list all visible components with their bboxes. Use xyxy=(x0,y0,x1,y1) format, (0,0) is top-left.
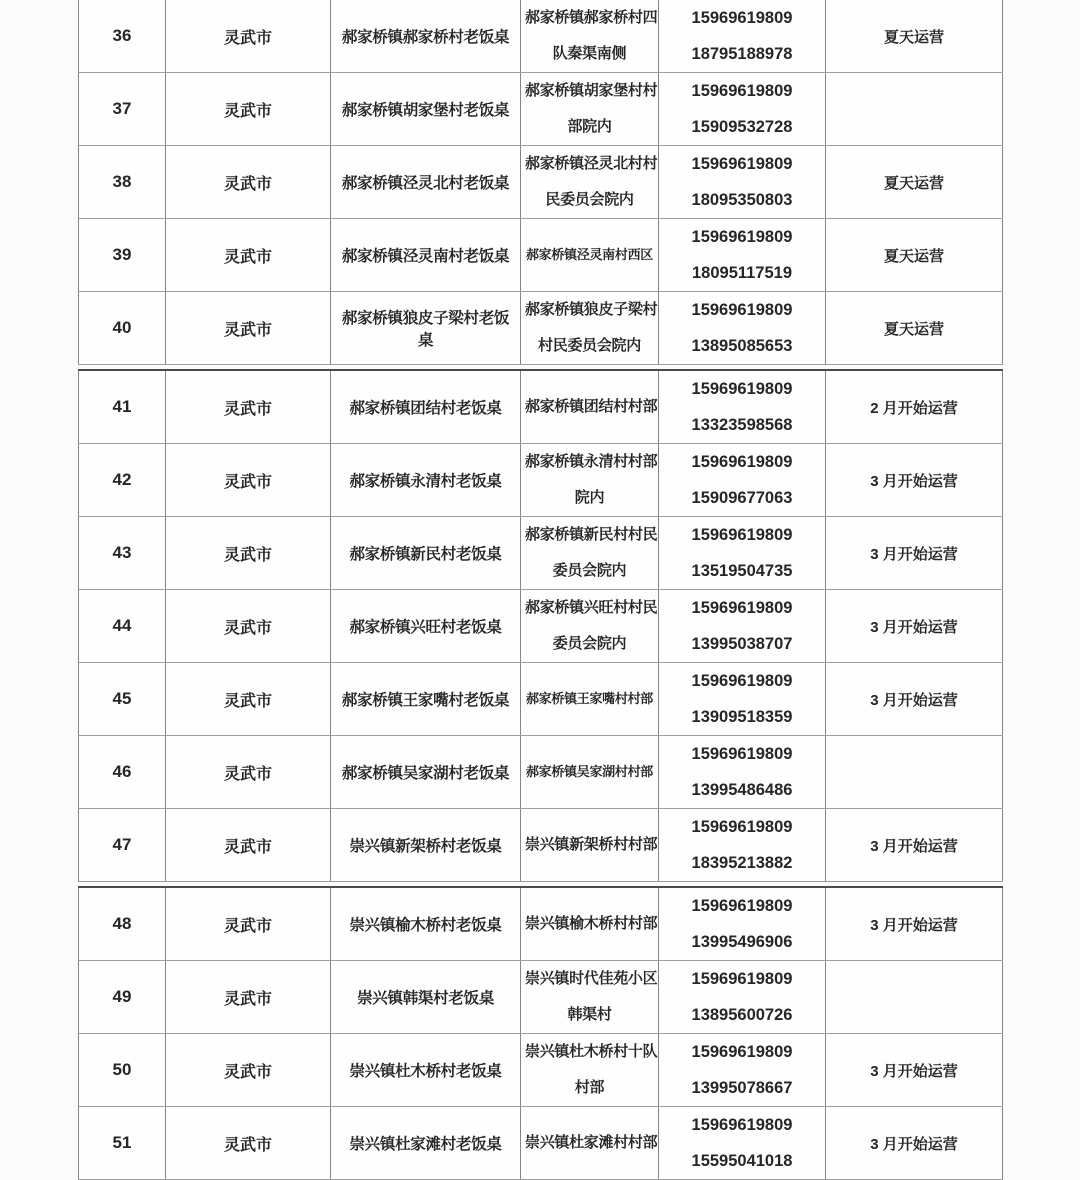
cell-note: 3 月开始运营 xyxy=(826,444,1003,517)
address-line: 村部 xyxy=(574,1079,605,1096)
phone-line: 13995078667 xyxy=(691,1079,793,1097)
table-row xyxy=(79,887,1003,961)
cell-city: 灵武市 xyxy=(166,736,331,809)
address-line: 崇兴镇时代佳苑小区 xyxy=(525,970,658,987)
cell-phone xyxy=(659,219,826,292)
phone-line: 13995486486 xyxy=(691,781,793,799)
phone-line: 15969619809 xyxy=(691,745,793,763)
phone-line: 15969619809 xyxy=(691,1116,793,1134)
table-section-2 xyxy=(78,369,1003,882)
cell-name: 郝家桥镇永清村老饭桌 xyxy=(331,444,521,517)
cell-city: 灵武市 xyxy=(166,961,331,1034)
cell-note: 夏天运营 xyxy=(826,292,1003,365)
cell-address xyxy=(521,517,659,590)
cell-name: 郝家桥镇泾灵南村老饭桌 xyxy=(331,219,521,292)
table-row xyxy=(79,0,1003,73)
cell-note: 3 月开始运营 xyxy=(826,517,1003,590)
cell-no: 42 xyxy=(79,444,166,517)
cell-name: 郝家桥镇泾灵北村老饭桌 xyxy=(331,146,521,219)
cell-phone xyxy=(659,370,826,444)
address-line: 崇兴镇榆木桥村村部 xyxy=(525,915,658,932)
cell-name: 郝家桥镇胡家堡村老饭桌 xyxy=(331,73,521,146)
cell-name: 郝家桥镇团结村老饭桌 xyxy=(331,370,521,444)
phone-line: 15969619809 xyxy=(691,453,793,471)
cell-note: 3 月开始运营 xyxy=(826,590,1003,663)
cell-no: 47 xyxy=(79,809,166,882)
phone-line: 15969619809 xyxy=(691,599,793,617)
cell-address xyxy=(521,736,659,809)
cell-note xyxy=(826,73,1003,146)
cell-city: 灵武市 xyxy=(166,590,331,663)
cell-no: 39 xyxy=(79,219,166,292)
cell-name: 郝家桥镇新民村老饭桌 xyxy=(331,517,521,590)
cell-no: 43 xyxy=(79,517,166,590)
phone-line: 15969619809 xyxy=(691,526,793,544)
cell-phone xyxy=(659,444,826,517)
phone-line: 15969619809 xyxy=(691,970,793,988)
table-row xyxy=(79,517,1003,590)
cell-no: 41 xyxy=(79,370,166,444)
phone-line: 15969619809 xyxy=(691,380,793,398)
cell-address xyxy=(521,887,659,961)
phone-line: 15969619809 xyxy=(691,82,793,100)
cell-address xyxy=(521,961,659,1034)
address-line: 郝家桥镇胡家堡村村 xyxy=(525,82,658,99)
phone-line: 18095350803 xyxy=(691,191,793,209)
table-row xyxy=(79,736,1003,809)
cell-phone xyxy=(659,0,826,73)
phone-line: 13895085653 xyxy=(691,337,793,355)
phone-line: 18795188978 xyxy=(691,45,793,63)
phone-line: 15969619809 xyxy=(691,155,793,173)
cell-name: 郝家桥镇狼皮子梁村老饭桌 xyxy=(331,292,521,365)
cell-no: 51 xyxy=(79,1107,166,1180)
phone-line: 13995496906 xyxy=(691,933,793,951)
address-line: 郝家桥镇泾灵北村村 xyxy=(525,155,658,172)
cell-address xyxy=(521,219,659,292)
cell-address xyxy=(521,663,659,736)
cell-name: 郝家桥镇兴旺村老饭桌 xyxy=(331,590,521,663)
cell-address xyxy=(521,370,659,444)
cell-no: 45 xyxy=(79,663,166,736)
cell-address xyxy=(521,73,659,146)
phone-line: 15969619809 xyxy=(691,301,793,319)
cell-note: 3 月开始运营 xyxy=(826,663,1003,736)
cell-note: 夏天运营 xyxy=(826,146,1003,219)
cell-phone xyxy=(659,1107,826,1180)
table-row xyxy=(79,590,1003,663)
address-line: 郝家桥镇吴家湖村村部 xyxy=(525,764,653,779)
cell-phone xyxy=(659,663,826,736)
cell-note: 夏天运营 xyxy=(826,219,1003,292)
cell-address xyxy=(521,444,659,517)
table-row xyxy=(79,292,1003,365)
cell-note: 3 月开始运营 xyxy=(826,887,1003,961)
phone-line: 15969619809 xyxy=(691,1043,793,1061)
table-row xyxy=(79,370,1003,444)
cell-address xyxy=(521,809,659,882)
address-line: 郝家桥镇团结村村部 xyxy=(525,398,658,415)
cell-phone xyxy=(659,961,826,1034)
phone-line: 13519504735 xyxy=(691,562,793,580)
phone-line: 13995038707 xyxy=(691,635,793,653)
address-line: 委员会院内 xyxy=(552,562,627,579)
cell-city: 灵武市 xyxy=(166,809,331,882)
cell-no: 49 xyxy=(79,961,166,1034)
cell-name: 崇兴镇韩渠村老饭桌 xyxy=(331,961,521,1034)
address-line: 村民委员会院内 xyxy=(538,337,641,354)
address-line: 郝家桥镇狼皮子梁村 xyxy=(525,301,658,318)
cell-city: 灵武市 xyxy=(166,1034,331,1107)
cell-name: 崇兴镇新架桥村老饭桌 xyxy=(331,809,521,882)
cell-city: 灵武市 xyxy=(166,887,331,961)
address-line: 郝家桥镇郝家桥村四 xyxy=(525,9,658,26)
address-line: 崇兴镇新架桥村村部 xyxy=(525,836,658,853)
cell-phone xyxy=(659,1034,826,1107)
table-row xyxy=(79,809,1003,882)
cell-phone xyxy=(659,809,826,882)
cell-name: 崇兴镇杜家滩村老饭桌 xyxy=(331,1107,521,1180)
address-line: 韩渠村 xyxy=(567,1006,612,1023)
cell-no: 50 xyxy=(79,1034,166,1107)
cell-address xyxy=(521,0,659,73)
cell-name: 崇兴镇榆木桥村老饭桌 xyxy=(331,887,521,961)
cell-city: 灵武市 xyxy=(166,292,331,365)
table-row xyxy=(79,73,1003,146)
cell-phone xyxy=(659,73,826,146)
cell-city: 灵武市 xyxy=(166,663,331,736)
cell-name: 崇兴镇杜木桥村老饭桌 xyxy=(331,1034,521,1107)
phone-line: 18395213882 xyxy=(691,854,793,872)
cell-no: 36 xyxy=(79,0,166,73)
table-row xyxy=(79,219,1003,292)
cell-phone xyxy=(659,590,826,663)
cell-note: 3 月开始运营 xyxy=(826,1034,1003,1107)
phone-line: 15909677063 xyxy=(691,489,793,507)
cell-city: 灵武市 xyxy=(166,219,331,292)
cell-address xyxy=(521,1034,659,1107)
cell-no: 46 xyxy=(79,736,166,809)
cell-note: 3 月开始运营 xyxy=(826,809,1003,882)
cell-name: 郝家桥镇吴家湖村老饭桌 xyxy=(331,736,521,809)
phone-line: 15969619809 xyxy=(691,9,793,27)
address-line: 队秦渠南侧 xyxy=(552,45,627,62)
elder-dining-table-list xyxy=(78,0,1002,1180)
cell-city: 灵武市 xyxy=(166,0,331,73)
cell-phone xyxy=(659,517,826,590)
cell-phone xyxy=(659,887,826,961)
address-line: 崇兴镇杜木桥村十队 xyxy=(525,1043,658,1060)
address-line: 郝家桥镇永清村村部 xyxy=(525,453,658,470)
phone-line: 13895600726 xyxy=(691,1006,793,1024)
table-row xyxy=(79,961,1003,1034)
address-line: 部院内 xyxy=(567,118,612,135)
cell-no: 40 xyxy=(79,292,166,365)
phone-line: 15909532728 xyxy=(691,118,793,136)
phone-line: 13909518359 xyxy=(691,708,793,726)
cell-city: 灵武市 xyxy=(166,1107,331,1180)
cell-address xyxy=(521,590,659,663)
table-row xyxy=(79,1107,1003,1180)
cell-name: 郝家桥镇王家嘴村老饭桌 xyxy=(331,663,521,736)
address-line: 郝家桥镇新民村村民 xyxy=(525,526,658,543)
cell-phone xyxy=(659,292,826,365)
address-line: 郝家桥镇兴旺村村民 xyxy=(525,599,658,616)
table-section-1 xyxy=(78,0,1003,365)
cell-address xyxy=(521,292,659,365)
phone-line: 15969619809 xyxy=(691,228,793,246)
address-line: 郝家桥镇泾灵南村西区 xyxy=(525,247,653,262)
cell-city: 灵武市 xyxy=(166,444,331,517)
table-row xyxy=(79,1034,1003,1107)
cell-note xyxy=(826,736,1003,809)
cell-phone xyxy=(659,146,826,219)
cell-city: 灵武市 xyxy=(166,517,331,590)
cell-note xyxy=(826,961,1003,1034)
address-line: 郝家桥镇王家嘴村村部 xyxy=(525,691,653,706)
cell-note: 夏天运营 xyxy=(826,0,1003,73)
cell-no: 44 xyxy=(79,590,166,663)
phone-line: 13323598568 xyxy=(691,416,793,434)
cell-no: 37 xyxy=(79,73,166,146)
cell-address xyxy=(521,146,659,219)
address-line: 民委员会院内 xyxy=(545,191,634,208)
cell-phone xyxy=(659,736,826,809)
table-row xyxy=(79,146,1003,219)
table-row xyxy=(79,663,1003,736)
phone-line: 18095117519 xyxy=(691,264,793,282)
phone-line: 15595041018 xyxy=(691,1152,793,1170)
cell-note: 2 月开始运营 xyxy=(826,370,1003,444)
cell-no: 48 xyxy=(79,887,166,961)
cell-name: 郝家桥镇郝家桥村老饭桌 xyxy=(331,0,521,73)
address-line: 委员会院内 xyxy=(552,635,627,652)
phone-line: 15969619809 xyxy=(691,818,793,836)
cell-city: 灵武市 xyxy=(166,73,331,146)
cell-address xyxy=(521,1107,659,1180)
address-line: 院内 xyxy=(574,489,605,506)
cell-no: 38 xyxy=(79,146,166,219)
phone-line: 15969619809 xyxy=(691,672,793,690)
address-line: 崇兴镇杜家滩村村部 xyxy=(525,1134,658,1151)
phone-line: 15969619809 xyxy=(691,897,793,915)
table-section-3 xyxy=(78,886,1003,1180)
cell-city: 灵武市 xyxy=(166,146,331,219)
cell-note: 3 月开始运营 xyxy=(826,1107,1003,1180)
table-row xyxy=(79,444,1003,517)
cell-city: 灵武市 xyxy=(166,370,331,444)
